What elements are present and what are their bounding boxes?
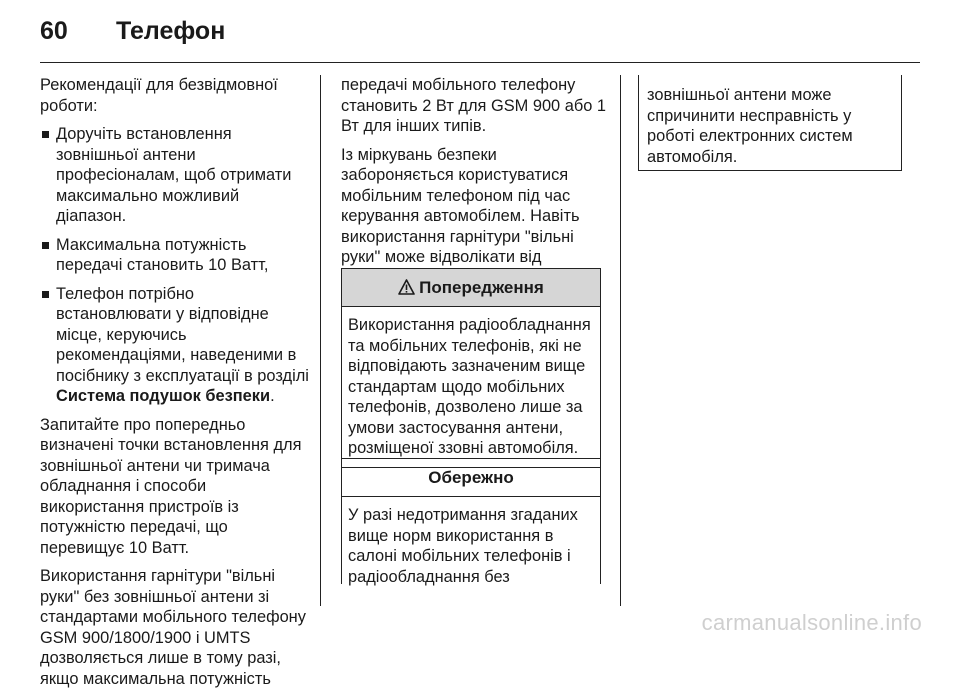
watermark: carmanualsonline.info [701,610,922,635]
list-item: Доручіть встановлення зовнішньої антени професіоналам, щоб отримати максимально можливий діапазон. [40,124,310,227]
warning-body: Використання радіообладнання та мобільних телефонів, які не відповідають зазначеним вище стандартам щодо мобільних телефонів, дозволено лише за умови застосування антени, розміщеної ззовні автомобіля. [348,316,591,457]
column-2 [341,75,611,296]
paragraph: Використання гарнітури "вільні руки" без зовнішньої антени зі стандартами мобільного телефону GSM 900/1800/1900 і UMTS дозволяється лише в тому разі, якщо максимальна потужність [40,567,306,688]
page-header [40,14,225,48]
list-item: Максимальна потужність передачі становить 10 Ватт, [40,235,310,276]
paragraph: Запитайте про попередньо визначені точки встановлення для зовнішньої антени чи тримача обладнання і способи використання пристроїв із потужністю передачі, що перевищує 10 Ватт. [40,415,302,557]
warning-heading: Попередження [342,269,600,307]
caution-body-continued: зовнішньої антени може спричинити несправність у роботі електронних систем автомобіля. [647,86,853,166]
header-rule [40,62,920,63]
list-item: Телефон потрібно встановлювати у відповідне місце, керуючись рекомендаціями, наведеними в посібнику з експлуатації в розділі Система подушок безпеки. [40,284,310,407]
intro-paragraph: Рекомендації для безвідмовної роботи: [40,76,278,115]
caution-box-continued [638,75,902,171]
page-title: Телефон [116,17,226,45]
caution-heading: Обережно [342,459,600,497]
column-divider [620,75,621,606]
caution-body: У разі недотримання згаданих вище норм використання в салоні мобільних телефонів і радіообладнання без [348,506,578,586]
column-divider [320,75,321,606]
paragraph: передачі мобільного телефону становить 2 Вт для GSM 900 або 1 Вт для інших типів. [341,76,607,135]
warning-icon [398,279,415,295]
column-1 [40,75,310,697]
caution-box [341,458,601,584]
warning-box [341,268,601,468]
paragraph: Із міркувань безпеки забороняється користуватися мобільним телефоном під час керування автомобілем. Навіть використання гарнітури "вільні руки" може відволікати від [341,145,580,266]
airbag-system-reference[interactable]: Система подушок безпеки [56,387,271,405]
page-number: 60 [40,17,68,45]
recommendation-list [40,124,310,407]
